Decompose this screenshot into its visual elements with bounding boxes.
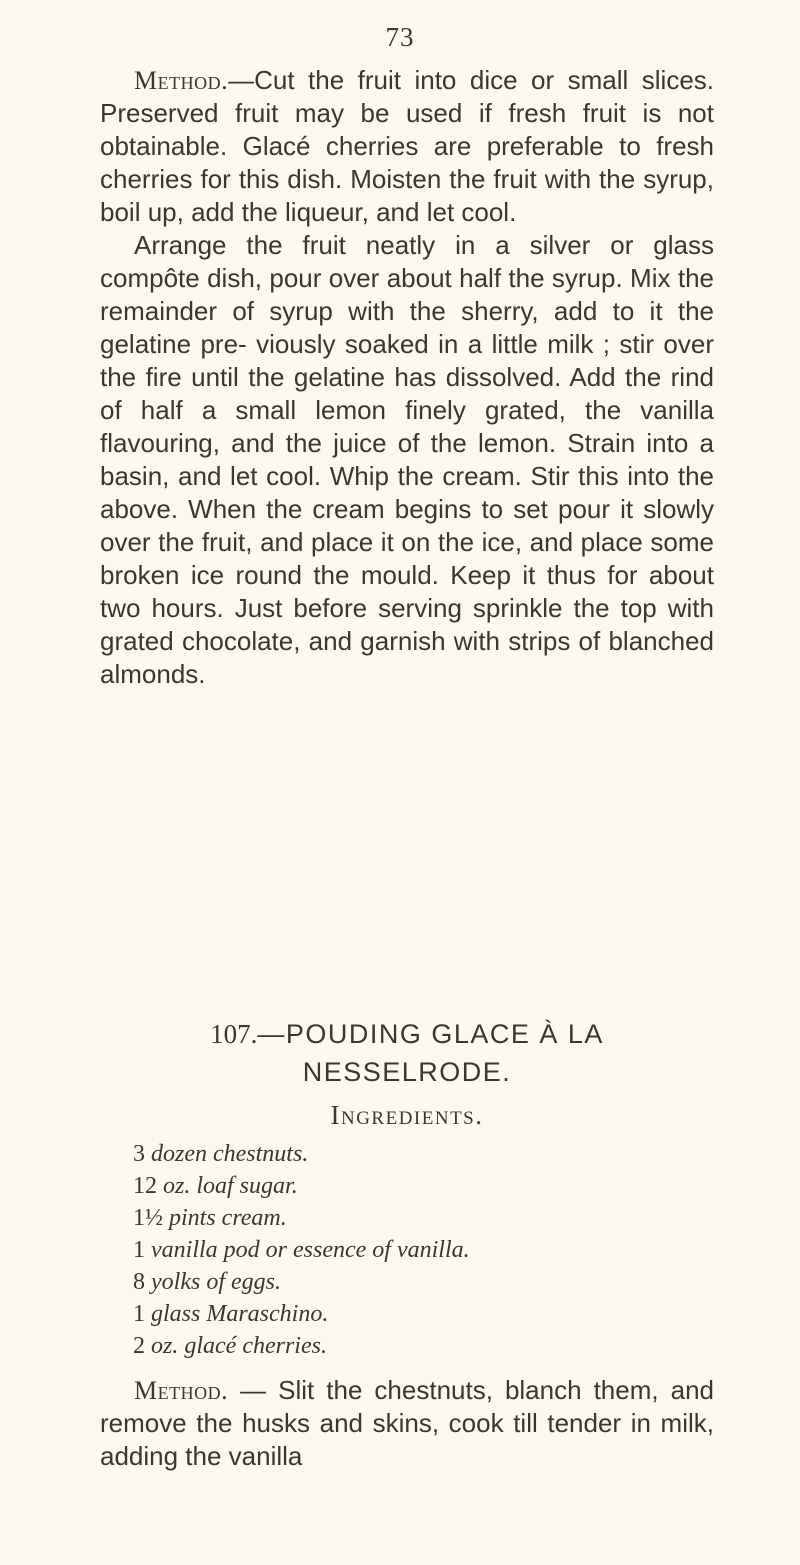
recipe-number: 107. [210, 1019, 258, 1049]
ingredient-item [133, 1330, 470, 1362]
ingredients-list [133, 1138, 470, 1362]
ingredient-item [133, 1138, 470, 1170]
method-text: — Slit the chestnuts, blanch them, and remove the husks and skins, cook till tender in milk, adding the vanilla [100, 1375, 714, 1471]
method-paragraph [100, 64, 714, 229]
ingredient-name: pints cream. [169, 1205, 287, 1231]
recipe-name-part-1: —POUDING GLACE À LA [257, 1019, 604, 1049]
ingredient-item [133, 1298, 470, 1330]
ingredient-quantity: 2 [133, 1333, 145, 1359]
arrange-paragraph: Arrange the fruit neatly in a silver or glass compôte dish, pour over about half the syrup. Mix the remainder of syrup with the sherry, add to it the gelatine pre- viously soaked in a little milk ; stir over the fire until the gelatine has dissolved. Add the rind of half a small lemon finely grated, the vanilla flavouring, and the juice of the lemon. Strain into a basin, and let cool. Whip the cream. Stir this into the above. When the cream begins to set pour it slowly over the fruit, and place it on the ice, and place some broken ice round the mould. Keep it thus for about two hours. Just before serving sprinkle the top with grated chocolate, and garnish with strips of blanched almonds. [100, 230, 714, 689]
ingredient-item [133, 1202, 470, 1234]
recipe-title [100, 1015, 714, 1091]
page-number: 73 [385, 22, 415, 52]
first-method-section [100, 64, 714, 691]
ingredient-name: dozen chestnuts. [151, 1141, 309, 1167]
ingredient-quantity: 1½ [133, 1205, 163, 1231]
method-paragraph [100, 1374, 714, 1473]
method-label: Method. [134, 1376, 229, 1405]
ingredient-quantity: 8 [133, 1269, 145, 1295]
ingredient-name: yolks of eggs. [151, 1269, 281, 1295]
ingredient-name: oz. loaf sugar. [163, 1173, 298, 1199]
recipe-title-line-1 [100, 1015, 714, 1053]
ingredient-name: glass Maraschino. [151, 1301, 329, 1327]
method-text: —Cut the fruit into dice or small slices. Preserved fruit may be used if fresh fruit is not obtainable. Glacé cherries are preferable to fresh cherries for this dish. Moisten the fruit with the syrup, boil up, add the liqueur, and let cool. [100, 65, 714, 227]
ingredient-quantity: 3 [133, 1141, 145, 1167]
ingredient-quantity: 1 [133, 1301, 145, 1327]
ingredient-quantity: 1 [133, 1237, 145, 1263]
ingredient-quantity: 12 [133, 1173, 157, 1199]
ingredient-item [133, 1266, 470, 1298]
method-label: Method. [134, 66, 229, 95]
recipe-title-line-2: NESSELRODE. [302, 1057, 512, 1087]
second-method-section [100, 1374, 714, 1473]
ingredient-item [133, 1170, 470, 1202]
ingredient-item [133, 1234, 470, 1266]
ingredient-name: oz. glacé cherries. [151, 1333, 327, 1359]
ingredients-heading: Ingredients. [330, 1100, 484, 1130]
ingredient-name: vanilla pod or essence of vanilla. [151, 1237, 470, 1263]
